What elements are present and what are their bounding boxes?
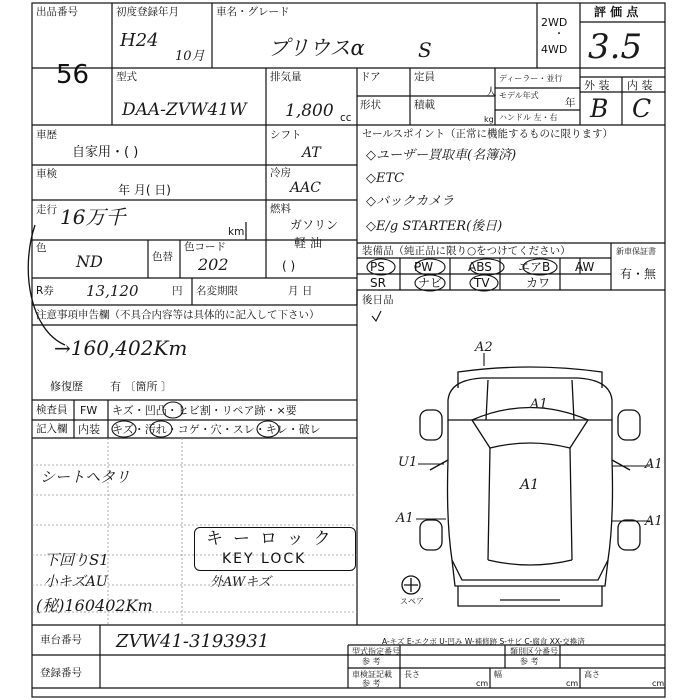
name-change-value: 月 日 <box>288 285 313 297</box>
length-unit: cm <box>476 679 489 688</box>
model-grade-label: 車名・グレード <box>216 6 290 18</box>
int-grade: C <box>632 94 652 123</box>
load-label: 積載 <box>414 99 435 111</box>
fuel-bracket: ( ) <box>282 259 296 273</box>
recycle-label: R券 <box>36 285 54 297</box>
keylock-jp: キーロック <box>206 529 341 549</box>
model-code: DAA-ZVW41W <box>122 100 247 120</box>
dims-ref: 参 考 <box>362 679 381 688</box>
height-label: 高さ <box>584 670 600 679</box>
fuel-label: 燃料 <box>270 203 291 215</box>
damage-mark: A1 <box>520 477 540 493</box>
equipment-title: 装備品（純正品に限り○をつけてください） <box>362 245 571 257</box>
mileage-value: 16万千 <box>60 205 126 229</box>
equip-kawa: カワ <box>526 276 551 290</box>
color-label: 色 <box>36 242 47 254</box>
drive-4wd: 4WD <box>541 43 568 56</box>
damage-mark: U1 <box>398 455 418 470</box>
equip-tv: TV <box>474 276 490 290</box>
lot-no-label: 出品番号 <box>36 6 78 18</box>
inspection-value: 年 月( 日) <box>118 183 171 197</box>
remark-line: シートヘタリ <box>40 468 131 486</box>
remark-line: 下回りS1 <box>44 551 109 569</box>
spare-label: スペア <box>400 597 424 606</box>
lot-no: 56 <box>56 60 90 90</box>
displacement-label: 排気量 <box>270 71 302 83</box>
selling-point-item: ◇ユーザー買取車(名簿済) <box>366 148 517 163</box>
km-unit: km <box>228 226 245 238</box>
equip-abs: ABS <box>468 260 492 274</box>
type-no-ref: 参 考 <box>362 657 381 666</box>
warranty-value: 有・無 <box>620 267 657 281</box>
equip-sr: SR <box>370 276 386 290</box>
person-unit: 人 <box>486 86 497 98</box>
first-reg-year: H24 <box>120 30 159 51</box>
eval-label: 評 価 点 <box>594 5 639 19</box>
width-unit: cm <box>566 679 579 688</box>
name-change-label: 名変期限 <box>196 285 238 297</box>
fuel-gas: ガソリン <box>290 218 339 232</box>
damage-mark: A2 <box>475 340 493 355</box>
declared-mileage: →160,402Km <box>54 336 188 360</box>
model-year-label: モデル年式 <box>499 91 539 100</box>
selling-point-item: ◇ETC <box>366 171 405 186</box>
inspector-fw: FW <box>80 404 98 417</box>
int-label: 内 装 <box>627 79 653 92</box>
usage-label: 車歴 <box>36 129 57 141</box>
drive-dot: ・ <box>554 29 564 40</box>
ac-value: AAC <box>290 180 321 196</box>
remark-line: 小キズAU <box>44 574 108 590</box>
usage-value: 自家用・( ) <box>72 145 139 160</box>
yen-unit: 円 <box>172 285 183 297</box>
damage-mark: A1 <box>645 457 663 472</box>
damage-mark: A1 <box>530 397 548 412</box>
grade: S <box>418 38 432 62</box>
damage-mark: A1 <box>645 514 663 529</box>
equip-airbag: エアB <box>518 260 551 274</box>
type-no-label: 型式指定番号 <box>352 647 400 656</box>
first-reg-label: 初度登録年月 <box>116 6 179 18</box>
color-code: 202 <box>198 255 229 274</box>
height-unit: cm <box>652 679 665 688</box>
length-label: 長さ <box>404 670 420 679</box>
inspector-row1: キズ・凹凸・ヒビ割・リペア跡・×要 <box>112 404 297 417</box>
dealer-label: ディーラー・並行 <box>499 74 563 83</box>
exterior-note: 外AWキズ <box>210 575 271 590</box>
selling-point-item: ◇バックカメラ <box>366 194 454 209</box>
mileage-label: 走行 <box>36 204 57 216</box>
displacement: 1,800 <box>285 101 334 121</box>
width-label: 幅 <box>494 670 502 679</box>
class-no-ref: 参 考 <box>520 657 539 666</box>
drive-2wd: 2WD <box>541 16 568 29</box>
ac-label: 冷房 <box>270 167 291 179</box>
inspection-label: 車検 <box>36 168 57 180</box>
repair-label: 修復歴 <box>50 380 83 393</box>
equip-aw: AW <box>575 260 595 274</box>
shift-label: シフト <box>270 129 302 141</box>
shape-label: 形状 <box>360 99 381 111</box>
chassis-value: ZVW41-3193931 <box>116 631 270 652</box>
fuel-diesel: 軽 油 <box>294 236 322 250</box>
dims-label: 車検証記載 <box>352 670 392 679</box>
damage-mark: A1 <box>396 511 414 526</box>
selling-points-title: セールスポイント（正常に機能するものに限ります） <box>362 128 614 140</box>
warranty-label: 新車保証書 <box>616 247 656 256</box>
equip-pw: PW <box>414 260 434 274</box>
handle-label: ハンドル 左・右 <box>499 113 558 122</box>
reg-no-label: 登録番号 <box>40 667 82 679</box>
equip-ps: PS <box>370 260 385 274</box>
notes-title-main: 注意事項申告欄 <box>36 309 110 321</box>
kg-unit: kg <box>484 115 494 124</box>
recycle-value: 13,120 <box>86 282 139 300</box>
keylock-en: KEY LOCK <box>222 551 307 567</box>
entry-label: 記入欄 <box>36 423 68 435</box>
shift-value: AT <box>302 145 321 161</box>
model-code-label: 型式 <box>116 71 137 83</box>
first-reg-month: 10月 <box>175 49 205 64</box>
class-no-label: 類別区分番号 <box>510 647 558 656</box>
after-label: 後日品 <box>362 294 394 306</box>
notes-title-sub: （不具合内容等は具体的に記入して下さい） <box>109 309 320 321</box>
inspector-label: 検査員 <box>36 404 68 416</box>
inspector-interior: 内装 <box>78 423 100 436</box>
model-name: プリウスα <box>268 36 365 60</box>
inspector-row2: キズ・汚れ・コゲ・穴・スレ・キレ・破レ <box>112 423 321 436</box>
chassis-label: 車台番号 <box>40 634 82 646</box>
selling-point-item: ◇E/g STARTER(後日) <box>366 219 503 234</box>
doors-label: ドア <box>360 71 381 83</box>
color-value: ND <box>76 252 103 271</box>
damage-legend: A-キズ E-エクボ U-凹み W-補修跡 S-サビ C-腐食 XX-交換済 <box>382 637 585 646</box>
remark-line: (秘)160402Km <box>36 596 153 615</box>
ext-label: 外 装 <box>584 79 610 92</box>
repaint-label: 色替 <box>152 251 173 263</box>
capacity-label: 定員 <box>414 71 435 83</box>
color-code-label: 色コード <box>184 241 226 253</box>
cc-unit: cc <box>340 112 352 124</box>
eval-score: 3.5 <box>588 27 643 67</box>
equip-navi: ナビ <box>418 276 443 290</box>
repair-value: 有 〔箇所 〕 <box>110 380 172 393</box>
ext-grade: B <box>590 94 609 123</box>
year-unit: 年 <box>565 97 576 109</box>
